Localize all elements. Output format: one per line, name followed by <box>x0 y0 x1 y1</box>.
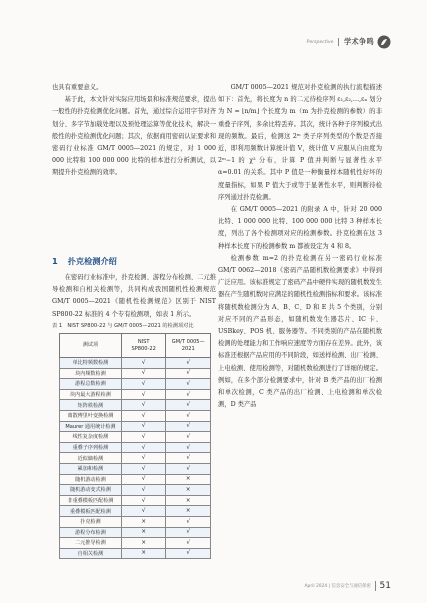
table-cell-nist: √ <box>121 368 166 379</box>
table-cell-item: 近似熵检测 <box>60 453 122 464</box>
section-number: 1 <box>52 256 58 266</box>
right-column <box>218 82 382 411</box>
table-cell-item: 二元推导检测 <box>60 538 122 549</box>
table-cell-item: 线性复杂度检测 <box>60 432 122 443</box>
table-cell-item: 随机游动检测 <box>60 474 122 485</box>
table-cell-item: 块内最大游程检测 <box>60 389 122 400</box>
table-cell-item: 随机游动变式检测 <box>60 485 122 496</box>
table-cell-nist: √ <box>121 432 166 443</box>
paragraph-standards: 在密码行业标准中，扑克检测、游程分布检测、二元推导检测和自相关检测等，共同构成我国随机性检测规范 GM/T 0005—2021《随机性检测规范》区别于 NIST SP800-22 标准的 4 个专有检测项，如表 1 所示。 <box>52 274 216 318</box>
table-cell-item: 自相关检测 <box>60 548 122 559</box>
table-cell-item: 重叠子序列检测 <box>60 442 122 453</box>
table-cell-item: 单比特频数检测 <box>60 358 122 369</box>
section-heading <box>52 256 117 267</box>
table-cell-gmt: × <box>166 474 211 485</box>
header-cn: 学术争鸣 <box>344 37 374 46</box>
table-row <box>60 358 211 369</box>
table-cell-item: 累加和检测 <box>60 463 122 474</box>
table-row <box>60 485 211 496</box>
table-cell-nist: √ <box>121 463 166 474</box>
table-caption: 表 1 NIST SP800-22 与 GM/T 0005—2021 的检测项对比 <box>52 323 194 329</box>
table-cell-item: 扑克检测 <box>60 516 122 527</box>
table-cell-nist: √ <box>121 495 166 506</box>
table-row <box>60 432 211 443</box>
header-en: Perspective <box>306 39 334 45</box>
table-cell-item: 非重叠模板匹配检测 <box>60 495 122 506</box>
table-header-item: 测试项 <box>60 334 122 358</box>
column-logo-icon <box>377 35 391 49</box>
table-row <box>60 442 211 453</box>
table-cell-nist: √ <box>121 453 166 464</box>
table-cell-gmt: √ <box>166 358 211 369</box>
table-cell-gmt: √ <box>166 538 211 549</box>
table-cell-nist: × <box>121 538 166 549</box>
table-cell-nist: √ <box>121 410 166 421</box>
table-cell-item: 游程总数检测 <box>60 379 122 390</box>
table-cell-nist: √ <box>121 442 166 453</box>
table-cell-nist: √ <box>121 389 166 400</box>
table-row <box>60 400 211 411</box>
table-cell-gmt: × <box>166 495 211 506</box>
table-cell-item: 游程分布检测 <box>60 527 122 538</box>
table-cell-gmt: √ <box>166 442 211 453</box>
table-cell-gmt: √ <box>166 548 211 559</box>
header-divider <box>338 38 339 46</box>
table-cell-gmt: × <box>166 506 211 517</box>
table-cell-item: 块内频数检测 <box>60 368 122 379</box>
table-cell-gmt: √ <box>166 368 211 379</box>
table-row <box>60 538 211 549</box>
table-cell-gmt: × <box>166 485 211 496</box>
table-row <box>60 506 211 517</box>
table-cell-gmt: √ <box>166 516 211 527</box>
page-footer <box>305 581 391 591</box>
paragraph-intro: 基于此，本文针对实际应用场景和标准规范要求，提出一般性的扑克检测优化问题。首先，通过综合运用字节对齐划分、多字节加载处理以及预处理运算等优化技术，解决一般性的扑克检测优化问题；其次，依据商用密码认证要求和密码行业标准 GM/T 0005—2021 的规定，对 1 000 000 比特和 100 000 000 比特的样本进行分析测试，以期提升扑克检测的效率。 <box>52 96 216 177</box>
table-cell-gmt: √ <box>166 463 211 474</box>
table-cell-nist: √ <box>121 379 166 390</box>
table-cell-nist: √ <box>121 421 166 432</box>
left-column-top <box>52 82 216 180</box>
left-column-mid <box>52 272 216 321</box>
comparison-table <box>59 333 211 559</box>
paragraph-poker-flow: GM/T 0005—2021 规范对扑克检测的执行流程描述如下：首先，将长度为 n 的二元待检序列 ε₁,ε₂,…,εₙ 划分为 N = ⌊n/m⌋ 个长度为 m（m 为扑克检测的参数）的非重叠子序列，多余比特丢弃。其次，统计各种子序列模式出现的频数。最后，检测这 2ᵐ 类子序列类型的个数是否接近，即利用频数计算统计值 V，统计值 V 应服从自由度为 2ᵐ−1 的 χ² 分布，计算 P 值并判断与显著性水平 α=0.01 的关系。其中 P 值是一种衡量样本随机性好坏的度量指标，如果 P 值大于或等于显著性水平，则判断待检序列通过扑克检测。 <box>218 84 382 201</box>
page-number: 51 <box>379 581 391 591</box>
table-row <box>60 516 211 527</box>
paragraph-continuation: 也具有重要意义。 <box>52 84 103 91</box>
table-row <box>60 389 211 400</box>
table-row <box>60 421 211 432</box>
table-cell-item: 矩阵秩检测 <box>60 400 122 411</box>
table-header-nist: NIST SP800-22 <box>121 334 166 358</box>
table-row <box>60 463 211 474</box>
table-row <box>60 453 211 464</box>
table-cell-nist: √ <box>121 358 166 369</box>
table-cell-nist: × <box>121 516 166 527</box>
table-cell-gmt: √ <box>166 432 211 443</box>
paragraph-appendix: 在 GM/T 0005—2021 的附录 A 中，针对 20 000 比特、1 000 000 比特、100 000 000 比特 3 种样本长度，列出了各个检测项对应的检测参数。扑克检测在这 3 种样本长度下的检测参数 m 都被设定为 4 和 8。 <box>218 206 382 250</box>
table-row <box>60 379 211 390</box>
table-cell-nist: √ <box>121 485 166 496</box>
table-row <box>60 527 211 538</box>
table-cell-gmt: √ <box>166 421 211 432</box>
paragraph-gmt0062: 检测参数 m=2 的扑克检测在另一密码行业标准 GM/T 0062—2018《密码产品随机数检测要求》中得到广泛应用。该标准规定了密码产品中硬件实现的随机数发生器在产生随机数时应满足的随机性检测指标和要求。该标准将随机数检测分为 A、B、C、D 和 E 共 5 个类别，分别对应不同的产品形态，如随机数发生器芯片、IC 卡、USBkey、POS 机、服务器等。不同类别的产品在随机数检测的处理能力和工作响应速度等方面存在差异。此外，该标准还根据产品应用的不同阶段，如送样检测、出厂检测、上电检测、使用检测等，对随机数检测进行了详细的规定。例如，在多个部分检测要求中，针对 B 类产品的出厂检测和单次检测，C 类产品的出厂检测、上电检测和单次检测，D 类产品 <box>218 254 382 409</box>
table-cell-gmt: √ <box>166 410 211 421</box>
footer-divider <box>375 581 376 591</box>
table-row <box>60 368 211 379</box>
table-cell-gmt: √ <box>166 527 211 538</box>
table-header-gmt: GM/T 0005— 2021 <box>166 334 211 358</box>
table-cell-item: 离散傅里叶变换检测 <box>60 410 122 421</box>
table-cell-gmt: √ <box>166 379 211 390</box>
section-title: 扑克检测介绍 <box>67 256 117 266</box>
table-cell-item: 重叠模板匹配检测 <box>60 506 122 517</box>
table-cell-nist: √ <box>121 400 166 411</box>
table-cell-gmt: √ <box>166 453 211 464</box>
table-cell-nist: √ <box>121 506 166 517</box>
footer-journal: April 2024 | 信息安全与通信保密 <box>304 584 371 589</box>
table-cell-item: Maurer 通用统计检测 <box>60 421 122 432</box>
table-row <box>60 474 211 485</box>
table-cell-nist: × <box>121 527 166 538</box>
table-cell-nist: √ <box>121 474 166 485</box>
table-row <box>60 548 211 559</box>
table-cell-nist: × <box>121 548 166 559</box>
running-header <box>307 34 391 50</box>
table-body <box>60 358 211 559</box>
table-row <box>60 495 211 506</box>
table-row <box>60 410 211 421</box>
table-cell-gmt: √ <box>166 400 211 411</box>
table-cell-gmt: √ <box>166 389 211 400</box>
